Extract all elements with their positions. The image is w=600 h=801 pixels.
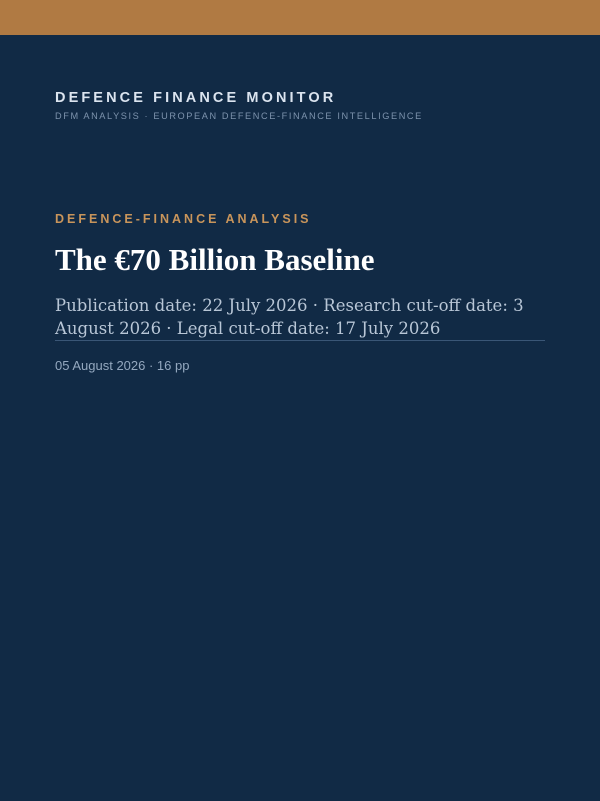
document-title: The €70 Billion Baseline bbox=[55, 242, 375, 277]
section-kicker: DEFENCE-FINANCE ANALYSIS bbox=[55, 212, 312, 226]
publication-tagline: DFM ANALYSIS · EUROPEAN DEFENCE-FINANCE INTELLIGENCE bbox=[55, 111, 423, 121]
publication-name: DEFENCE FINANCE MONITOR bbox=[55, 90, 337, 106]
masthead bbox=[55, 90, 545, 122]
issue-meta: 05 August 2026 · 16 pp bbox=[55, 358, 190, 373]
date-line: Publication date: 22 July 2026 · Research cut-off date: 3 August 2026 · Legal cut-off date: 17 July 2026 bbox=[55, 294, 545, 341]
top-accent-band bbox=[0, 0, 600, 35]
cover-content bbox=[55, 211, 545, 374]
